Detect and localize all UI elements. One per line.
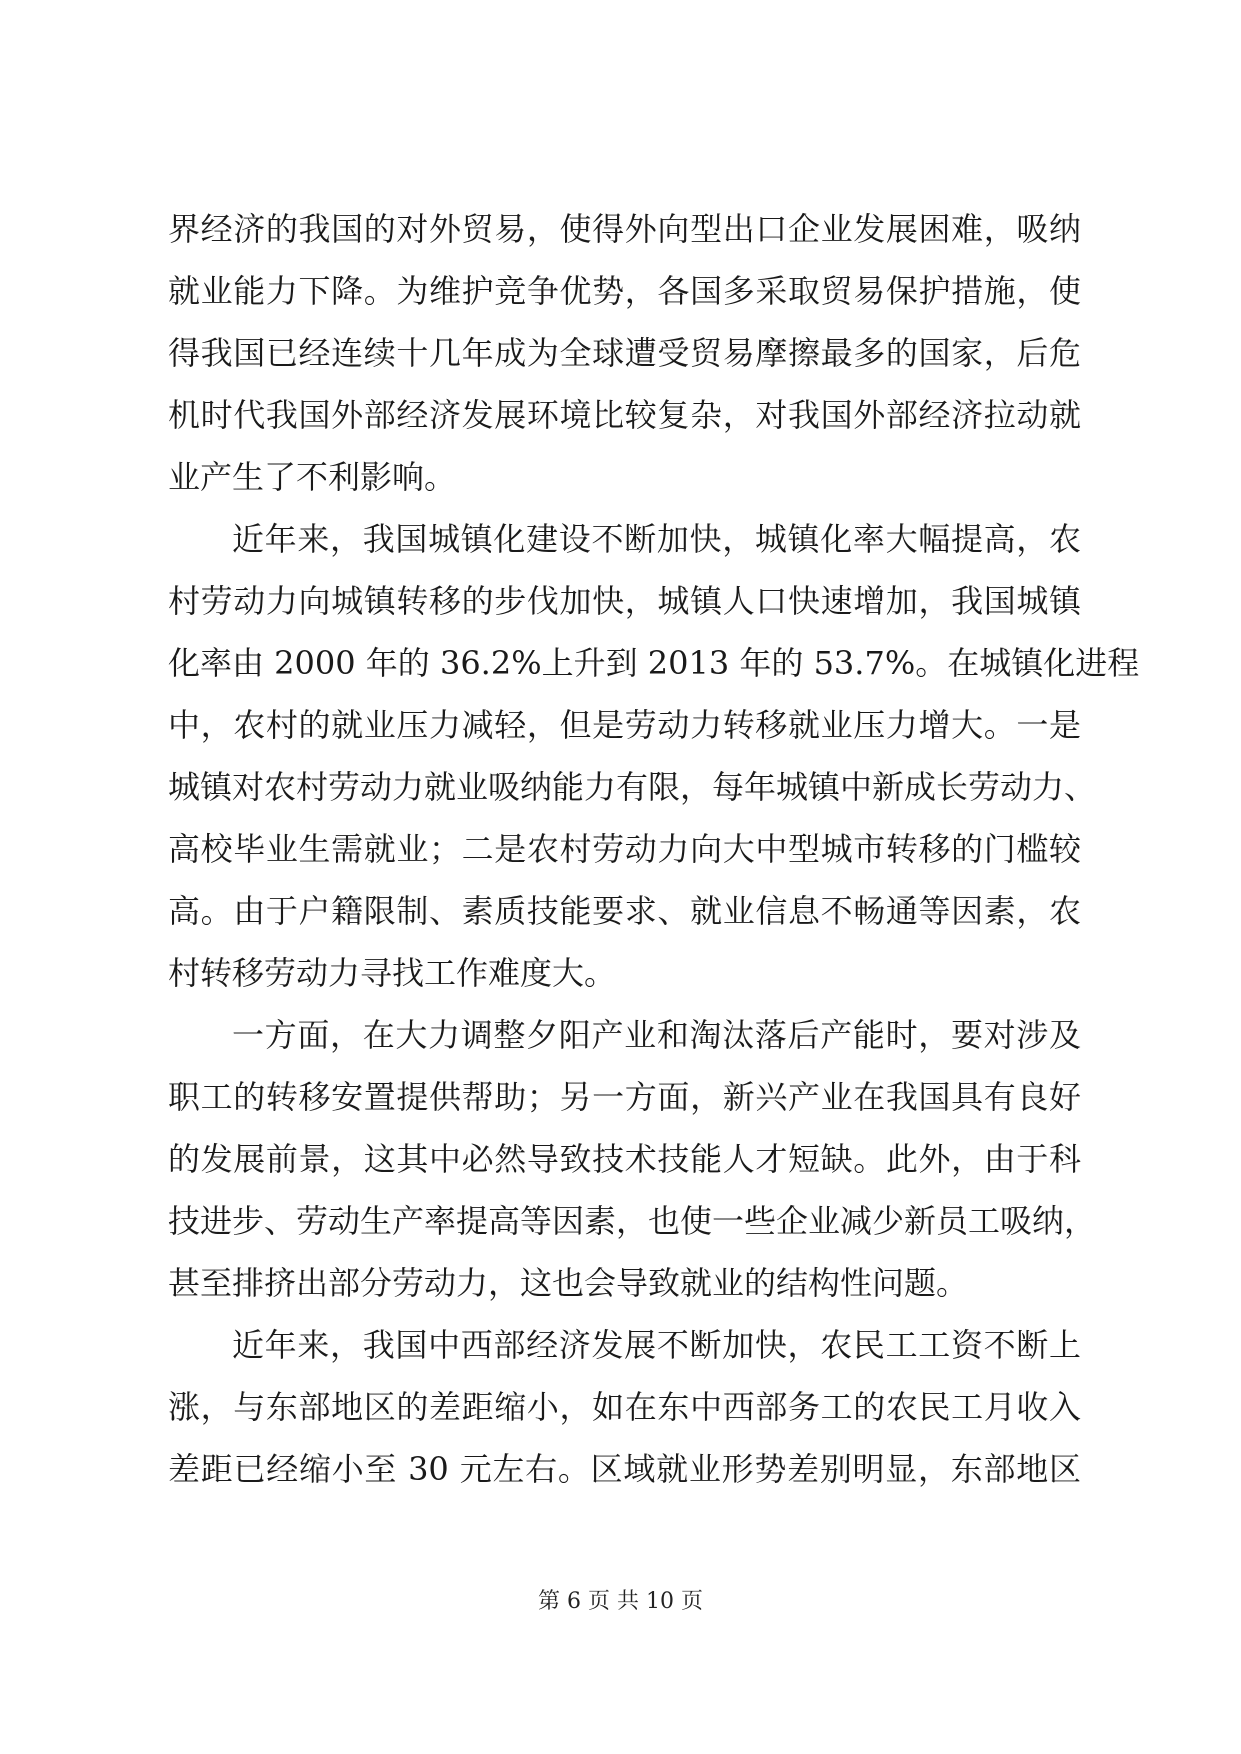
text-line: 涨，与东部地区的差距缩小，如在东中西部务工的农民工月收入 bbox=[168, 1388, 1081, 1426]
page-number-footer: 第 6 页 共 10 页 bbox=[538, 1589, 703, 1614]
text-line: 甚至排挤出部分劳动力，这也会导致就业的结构性问题。 bbox=[168, 1264, 969, 1302]
text-line: 中，农村的就业压力减轻，但是劳动力转移就业压力增大。一是 bbox=[168, 706, 1081, 744]
text-line: 职工的转移安置提供帮助；另一方面，新兴产业在我国具有良好 bbox=[168, 1078, 1081, 1116]
text-line: 近年来，我国中西部经济发展不断加快，农民工工资不断上 bbox=[232, 1326, 1081, 1364]
text-line: 村转移劳动力寻找工作难度大。 bbox=[168, 954, 617, 992]
text-line: 技进步、劳动生产率提高等因素，也使一些企业减少新员工吸纳， bbox=[168, 1202, 1097, 1240]
text-line: 化率由 2000 年的 36.2%上升到 2013 年的 53.7%。在城镇化进程 bbox=[168, 644, 1140, 682]
text-line: 村劳动力向城镇转移的步伐加快，城镇人口快速增加，我国城镇 bbox=[168, 582, 1081, 620]
text-line: 机时代我国外部经济发展环境比较复杂，对我国外部经济拉动就 bbox=[168, 396, 1081, 434]
text-line: 界经济的我国的对外贸易，使得外向型出口企业发展困难，吸纳 bbox=[168, 210, 1081, 248]
text-line: 的发展前景，这其中必然导致技术技能人才短缺。此外，由于科 bbox=[168, 1140, 1081, 1178]
text-line: 一方面，在大力调整夕阳产业和淘汰落后产能时，要对涉及 bbox=[232, 1016, 1081, 1054]
text-line: 就业能力下降。为维护竞争优势，各国多采取贸易保护措施，使 bbox=[168, 272, 1081, 310]
text-line: 城镇对农村劳动力就业吸纳能力有限，每年城镇中新成长劳动力、 bbox=[168, 768, 1097, 806]
text-line: 高。由于户籍限制、素质技能要求、就业信息不畅通等因素，农 bbox=[168, 892, 1081, 930]
text-line: 差距已经缩小至 30 元左右。区域就业形势差别明显，东部地区 bbox=[168, 1450, 1081, 1488]
text-line: 得我国已经连续十几年成为全球遭受贸易摩擦最多的国家，后危 bbox=[168, 334, 1081, 372]
text-line: 业产生了不利影响。 bbox=[168, 458, 457, 496]
text-line: 近年来，我国城镇化建设不断加快，城镇化率大幅提高，农 bbox=[232, 520, 1081, 558]
text-line: 高校毕业生需就业；二是农村劳动力向大中型城市转移的门槛较 bbox=[168, 830, 1081, 868]
